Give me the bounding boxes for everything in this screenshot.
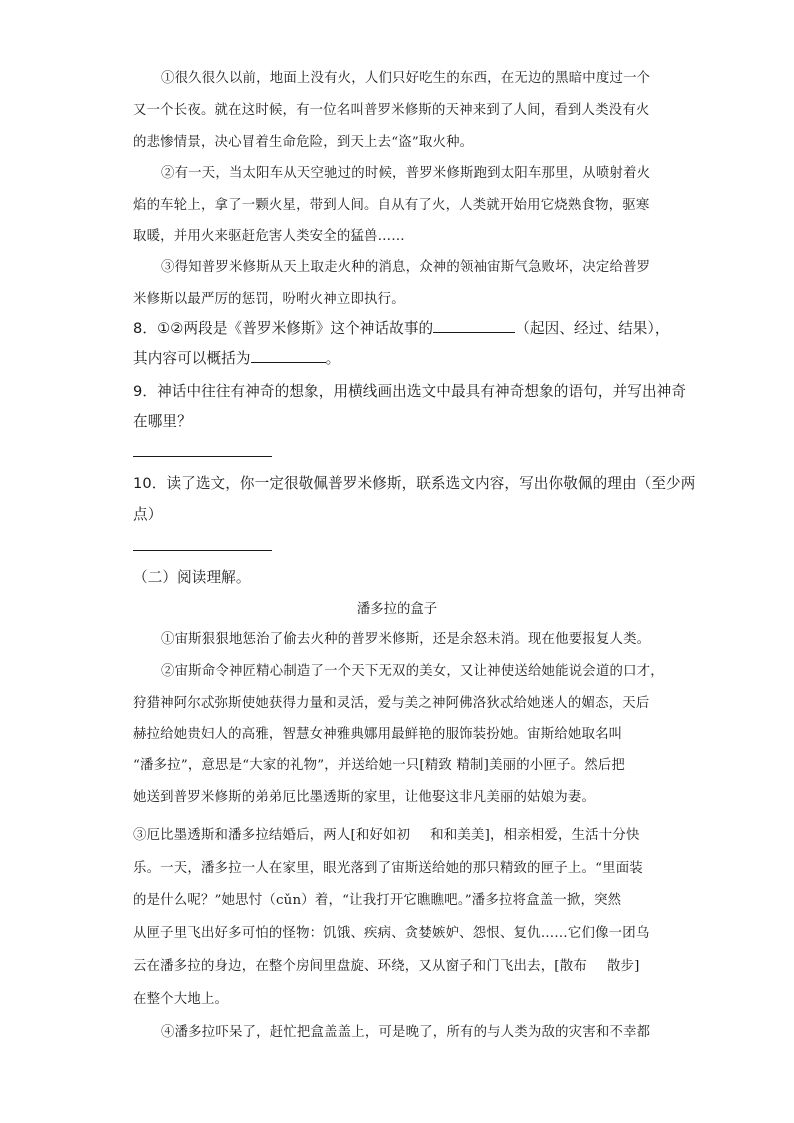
passage1-p3-line1: ③得知普罗米修斯从天上取走火种的消息，众神的领袖宙斯气急败坏，决定给普罗 — [161, 260, 651, 275]
passage2-p2-line4: “潘多拉”，意思是“大家的礼物”，并送给她一只[精致 精制]美丽的小匣子。然后把 — [133, 758, 625, 773]
passage1-p1-line1: ①很久很久以前，地面上没有火，人们只好吃生的东西，在无边的黑暗中度过一个 — [161, 71, 651, 86]
passage2-p3-line2: 乐。一天，潘多拉一人在家里，眼光落到了宙斯送给她的那只精致的匣子上。“里面装 — [133, 861, 643, 876]
answer-line-q10[interactable] — [133, 550, 272, 551]
answer-blank-2[interactable] — [251, 350, 326, 363]
question-8-text-c: 其内容可以概括为 — [133, 350, 251, 367]
question-8-text-b: （起因、经过、结果）， — [515, 320, 670, 337]
passage1-p1-line2: 又一个长夜。就在这时候，有一位名叫普罗米修斯的天神来到了人间，看到人类没有火 — [133, 103, 650, 118]
passage1-p2-line2: 焰的车轮上，拿了一颗火星，带到人间。自从有了火，人类就开始用它烧熟食物，驱寒 — [133, 198, 650, 213]
section-heading: （二）阅读理解。 — [133, 569, 251, 586]
passage2-p3-line1-a: ③厄比墨透斯和潘多拉结婚后，两人[和好如初 — [133, 828, 411, 843]
passage2-p3-line6: 在整个大地上。 — [133, 992, 229, 1007]
passage2-p2-line5: 她送到普罗米修斯的弟弟厄比墨透斯的家里，让他娶这非凡美丽的姑娘为妻。 — [133, 790, 596, 805]
answer-blank-1[interactable] — [433, 320, 515, 333]
passage2-p1: ①宙斯狠狠地惩治了偷去火种的普罗米修斯，还是余怒未消。现在他要报复人类。 — [161, 632, 651, 647]
question-10-line1: 10．读了选文，你一定很敬佩普罗米修斯，联系选文内容，写出你敬佩的理由（至少两 — [133, 475, 696, 492]
passage1-p1-line3: 的悲惨情景，决心冒着生命危险，到天上去“盗”取火种。 — [133, 135, 474, 150]
passage2-p3-line1-b: 和和美美]，相亲相爱，生活十分快 — [430, 828, 640, 843]
passage1-p2-line1: ②有一天，当太阳车从天空驰过的时候，普罗米修斯跑到太阳车那里，从喷射着火 — [161, 166, 651, 181]
passage2-p3-line1 — [133, 824, 673, 843]
passage2-p3-line3: 的是什么呢？”她思忖（cǔn）着，“让我打开它瞧瞧吧。”潘多拉将盒盖一掀，突然 — [133, 893, 622, 908]
question-9-line1: 9．神话中往往有神奇的想象，用横线画出选文中最具有神奇想象的语句，并写出神奇 — [133, 383, 687, 400]
passage2-p4-line1: ④潘多拉吓呆了，赶忙把盒盖盖上，可是晚了，所有的与人类为敌的灾害和不幸都 — [161, 1025, 651, 1040]
question-8-line1 — [133, 317, 673, 338]
passage2-p2-line1: ②宙斯命令神匠精心制造了一个天下无双的美女，又让神使送给她能说会道的口才， — [161, 664, 664, 679]
passage2-p3-line5-a: 云在潘多拉的身边，在整个房间里盘旋、环绕，又从窗子和门飞出去，[散布 — [133, 959, 587, 974]
passage2-p3-line5 — [133, 955, 673, 974]
passage1-p2-line3: 取暖，并用火来驱赶危害人类安全的猛兽…… — [133, 229, 405, 244]
question-10-line2: 点） — [133, 506, 163, 523]
question-9-line2: 在哪里？ — [133, 413, 192, 430]
passage2-p3-line4: 从匣子里飞出好多可怕的怪物：饥饿、疾病、贪婪嫉妒、怨恨、复仇……它们像一团乌 — [133, 926, 650, 941]
question-8-text-a: 8．①②两段是《普罗米修斯》这个神话故事的 — [133, 320, 434, 337]
passage1-p3-line2: 米修斯以最严厉的惩罚，吩咐火神立即执行。 — [133, 292, 405, 307]
passage2-p2-line3: 赫拉给她贵妇人的高雅，智慧女神雅典娜用最鲜艳的服饰装扮她。宙斯给她取名叫 — [133, 727, 623, 742]
question-8-line2 — [133, 347, 673, 368]
passage2-p3-line5-b: 散步] — [606, 959, 640, 974]
answer-line-q9[interactable] — [133, 456, 272, 457]
question-8-text-d: 。 — [325, 350, 341, 367]
passage2-p2-line2: 狩猎神阿尔忒弥斯使她获得力量和灵活，爱与美之神阿佛洛狄忒给她迷人的媚态，天后 — [133, 696, 650, 711]
passage-title: 潘多拉的盒子 — [356, 602, 438, 617]
